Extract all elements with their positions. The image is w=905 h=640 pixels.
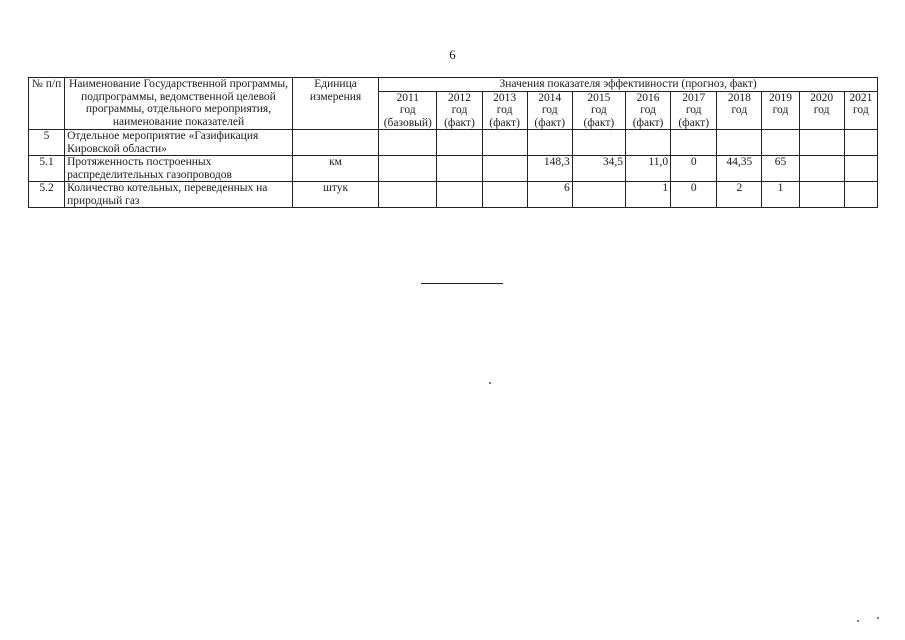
row-value: 2 bbox=[717, 182, 762, 208]
header-year-year: 2020 bbox=[810, 91, 834, 104]
header-year-line3: (факт) bbox=[444, 116, 475, 129]
header-year-line3: (факт) bbox=[534, 116, 566, 129]
header-year-year: 2013 bbox=[493, 91, 517, 104]
row-value bbox=[379, 156, 437, 182]
header-name: Наименование Государственной программы, подпрограммы, ведомственной целевой программы, отдельного мероприятия, наименование показателей bbox=[65, 78, 293, 130]
header-year-line2: год bbox=[731, 104, 748, 116]
row-value bbox=[379, 130, 437, 156]
row-unit bbox=[292, 130, 378, 156]
row-number: 5.1 bbox=[29, 156, 65, 182]
row-value: 6 bbox=[527, 182, 572, 208]
row-name: Протяженность построенных распределительных газопроводов bbox=[65, 156, 293, 182]
row-value: 0 bbox=[671, 156, 717, 182]
header-year-line2: год bbox=[541, 104, 558, 116]
row-name: Количество котельных, переведенных на природный газ bbox=[65, 182, 293, 208]
row-value bbox=[482, 156, 527, 182]
header-year-line3: (базовый) bbox=[383, 116, 432, 129]
row-value bbox=[844, 182, 877, 208]
row-value: 148,3 bbox=[527, 156, 572, 182]
header-year-line2: год bbox=[399, 104, 416, 116]
header-year-2015 bbox=[572, 91, 625, 130]
header-year-year: 2017 bbox=[682, 91, 706, 104]
header-row-top bbox=[29, 78, 878, 92]
header-year-year: 2018 bbox=[727, 91, 751, 104]
row-value bbox=[572, 182, 625, 208]
closing-rule bbox=[421, 283, 503, 284]
row-value: 34,5 bbox=[572, 156, 625, 182]
header-year-2018 bbox=[717, 91, 762, 130]
row-value bbox=[482, 182, 527, 208]
scan-speck bbox=[877, 617, 879, 619]
row-value bbox=[572, 130, 625, 156]
header-year-line2: год bbox=[640, 104, 656, 116]
row-value bbox=[671, 130, 717, 156]
row-name: Отдельное мероприятие «Газификация Кировской области» bbox=[65, 130, 293, 156]
row-value: 44,35 bbox=[717, 156, 762, 182]
row-value: 11,0 bbox=[625, 156, 670, 182]
indicators-table bbox=[28, 77, 878, 208]
row-value bbox=[762, 130, 799, 156]
header-year-2017 bbox=[671, 91, 717, 130]
header-year-year: 2012 bbox=[447, 91, 471, 104]
header-no: № п/п bbox=[29, 78, 65, 130]
header-year-line3: (факт) bbox=[678, 116, 710, 129]
header-year-2016 bbox=[625, 91, 670, 130]
header-year-line2: год bbox=[451, 104, 468, 116]
header-year-line2: год bbox=[852, 104, 869, 116]
header-year-2011 bbox=[379, 91, 437, 130]
row-value: 65 bbox=[762, 156, 799, 182]
row-number: 5 bbox=[29, 130, 65, 156]
row-value bbox=[527, 130, 572, 156]
header-values-group: Значения показателя эффективности (прогноз, факт) bbox=[379, 78, 878, 92]
header-year-line2: год bbox=[591, 104, 607, 116]
row-unit: км bbox=[292, 156, 378, 182]
header-year-2019 bbox=[762, 91, 799, 130]
row-value bbox=[437, 156, 482, 182]
table-row bbox=[29, 182, 878, 208]
header-year-line2: год bbox=[496, 104, 513, 116]
header-year-2014 bbox=[527, 91, 572, 130]
row-value: 0 bbox=[671, 182, 717, 208]
header-year-2012 bbox=[437, 91, 482, 130]
header-year-line2: год bbox=[772, 104, 789, 116]
row-value bbox=[379, 182, 437, 208]
header-unit: Единица измерения bbox=[292, 78, 378, 130]
row-value bbox=[799, 130, 844, 156]
row-value bbox=[844, 130, 877, 156]
header-year-line3: (факт) bbox=[583, 116, 615, 129]
row-value bbox=[799, 182, 844, 208]
row-value: 1 bbox=[762, 182, 799, 208]
row-value: 1 bbox=[625, 182, 670, 208]
header-year-year: 2015 bbox=[587, 91, 611, 104]
row-value bbox=[844, 156, 877, 182]
scan-speck bbox=[857, 620, 859, 622]
row-unit: штук bbox=[292, 182, 378, 208]
scan-speck bbox=[489, 382, 491, 384]
page-number: 6 bbox=[449, 47, 456, 62]
row-value bbox=[437, 182, 482, 208]
header-year-line3: (факт) bbox=[489, 116, 520, 129]
row-value bbox=[437, 130, 482, 156]
table-row bbox=[29, 156, 878, 182]
header-year-2020 bbox=[799, 91, 844, 130]
header-year-year: 2014 bbox=[538, 91, 562, 104]
header-year-year: 2016 bbox=[636, 91, 660, 104]
header-year-2021 bbox=[844, 91, 877, 130]
row-value bbox=[799, 156, 844, 182]
header-year-2013 bbox=[482, 91, 527, 130]
table-row bbox=[29, 130, 878, 156]
row-number: 5.2 bbox=[29, 182, 65, 208]
header-year-year: 2019 bbox=[768, 91, 792, 104]
header-year-line3: (факт) bbox=[632, 116, 664, 129]
row-value bbox=[482, 130, 527, 156]
header-year-line2: год bbox=[685, 104, 702, 116]
header-year-line2: год bbox=[813, 104, 830, 116]
header-year-year: 2011 bbox=[396, 91, 420, 104]
row-value bbox=[625, 130, 670, 156]
row-value bbox=[717, 130, 762, 156]
table-body bbox=[29, 130, 878, 208]
header-year-year: 2021 bbox=[849, 91, 873, 104]
